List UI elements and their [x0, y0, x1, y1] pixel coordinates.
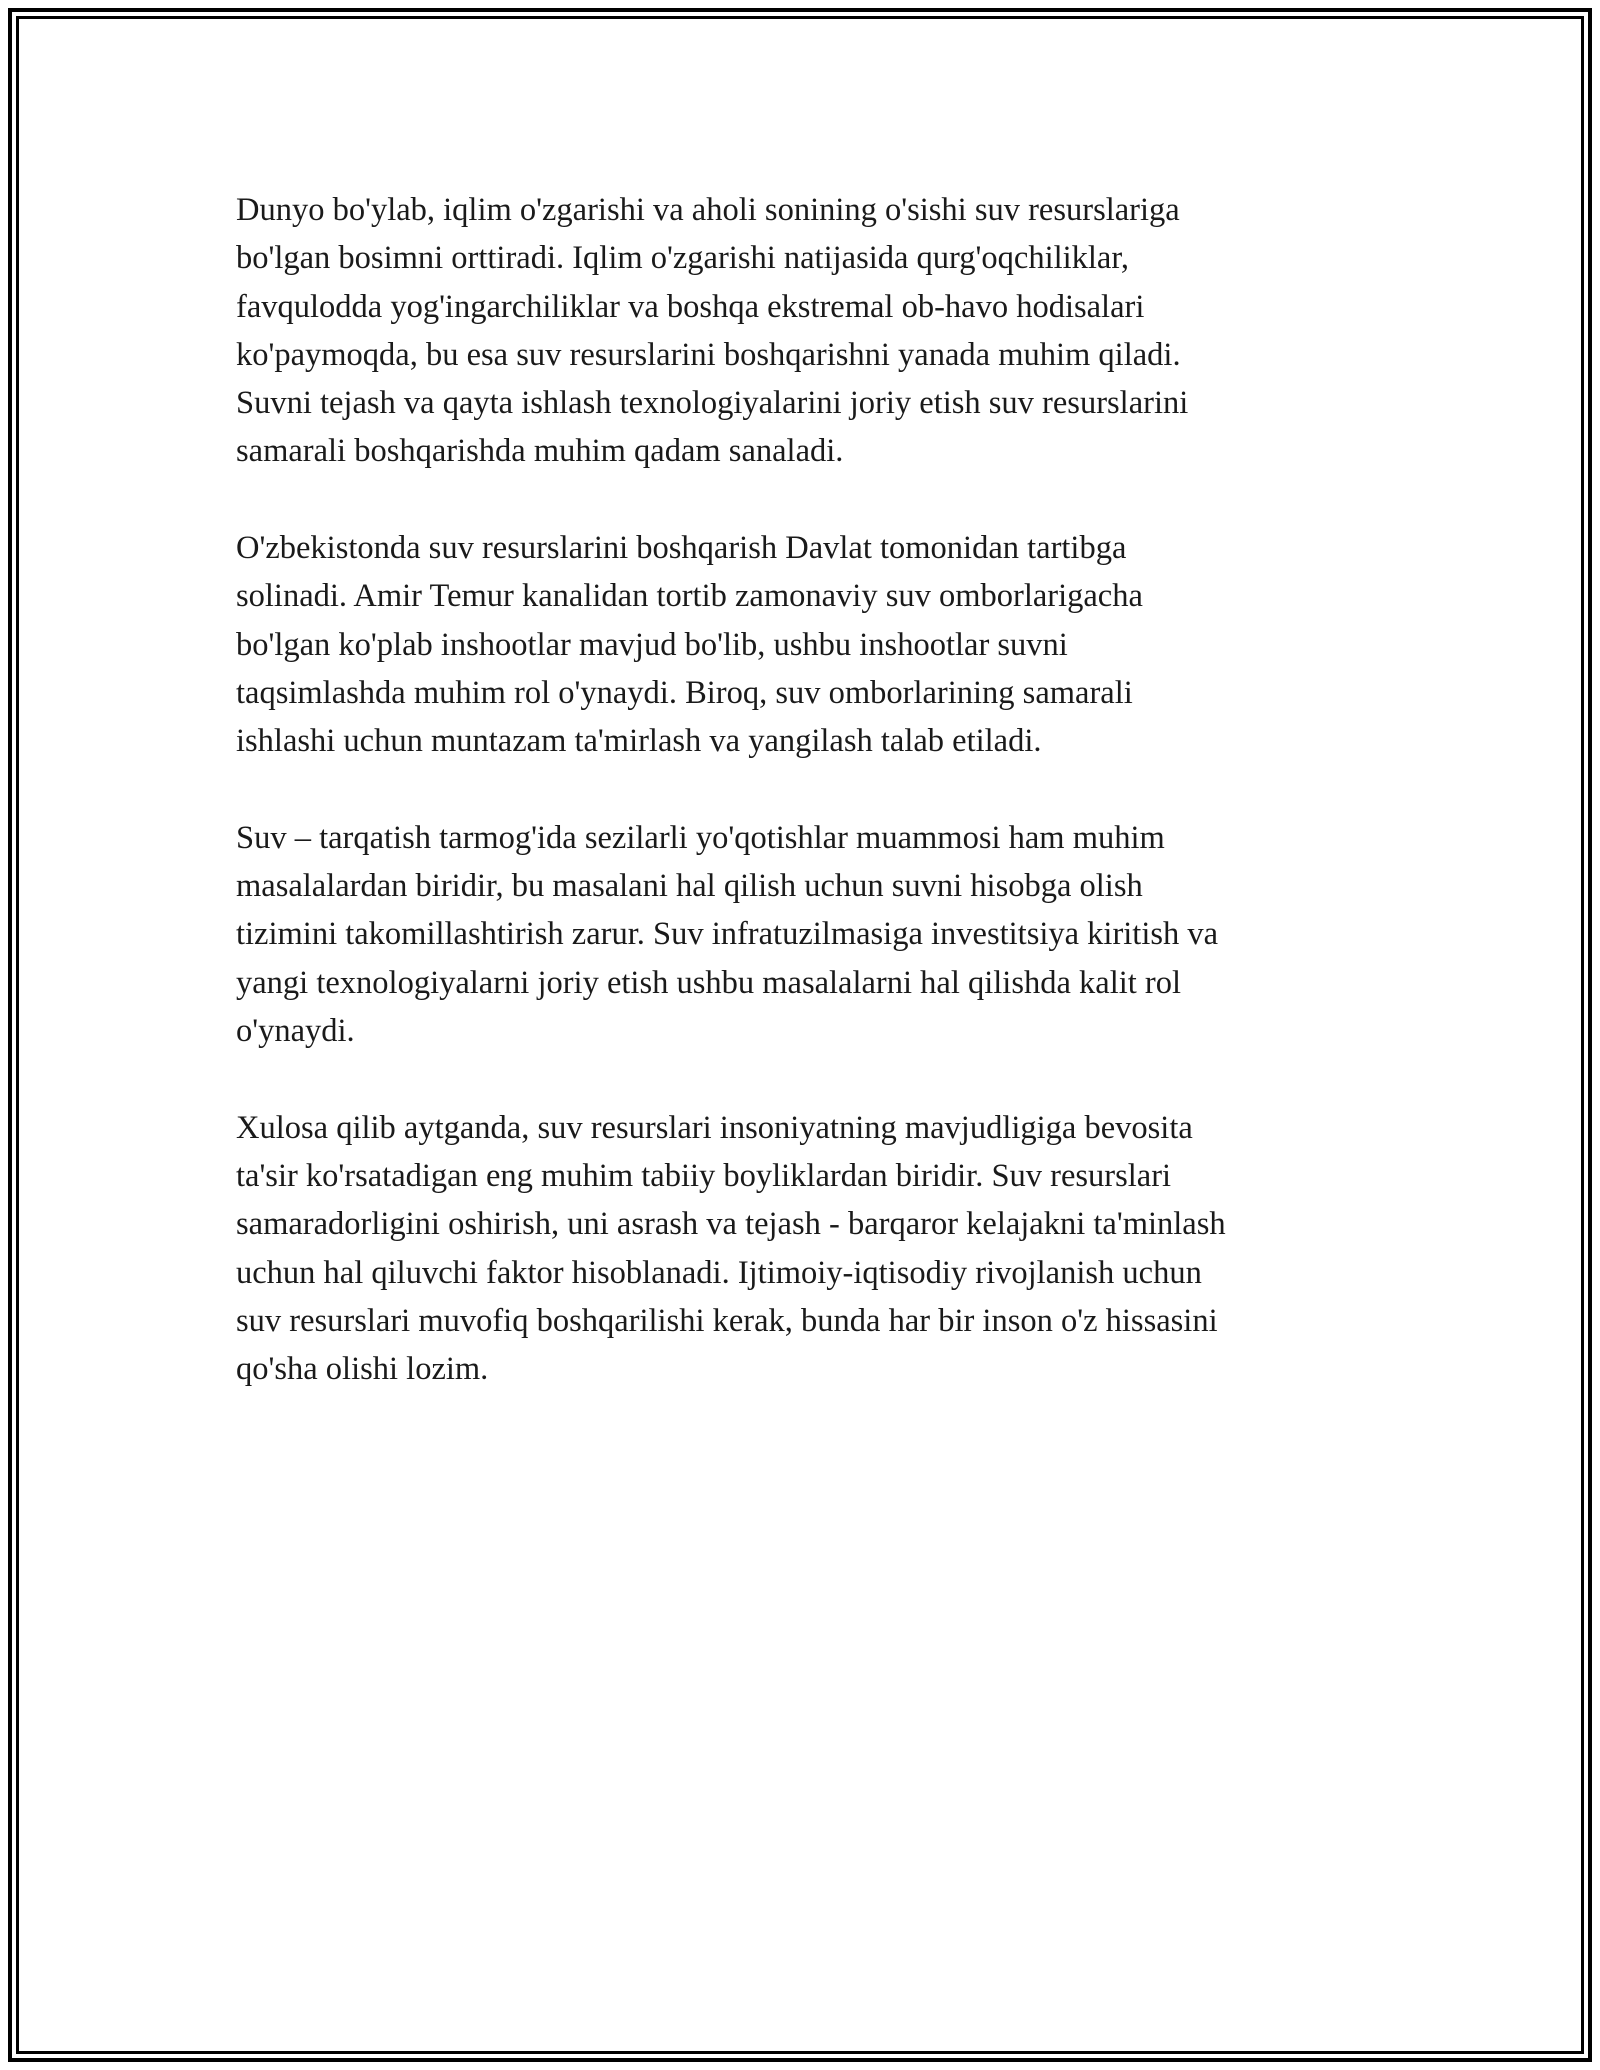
document-body	[236, 186, 1366, 1393]
text-line: uchun hal qiluvchi faktor hisoblanadi. Ijtimoiy-iqtisodiy rivojlanish uchun	[236, 1254, 1202, 1291]
paragraph-4	[236, 1104, 1366, 1394]
text-line: ko'paymoqda, bu esa suv resurslarini boshqarishni yanada muhim qiladi.	[236, 336, 1181, 373]
text-line: bo'lgan bosimni orttiradi. Iqlim o'zgarishi natijasida qurg'oqchiliklar,	[236, 240, 1130, 277]
text-line: Xulosa qilib aytganda, suv resurslari insoniyatning mavjudligiga bevosita	[236, 1109, 1193, 1146]
text-line: bo'lgan ko'plab inshootlar mavjud bo'lib, ushbu inshootlar suvni	[236, 626, 1068, 663]
text-line: favqulodda yog'ingarchiliklar va boshqa ekstremal ob-havo hodisalari	[236, 288, 1145, 325]
paragraph-1	[236, 186, 1366, 476]
paragraph-2	[236, 524, 1366, 765]
text-line: suv resurslari muvofiq boshqarilishi kerak, bunda har bir inson o'z hissasini	[236, 1302, 1218, 1339]
text-line: Suvni tejash va qayta ishlash texnologiyalarini joriy etish suv resurslarini	[236, 385, 1189, 422]
text-line: masalalardan biridir, bu masalani hal qilish uchun suvni hisobga olish	[236, 868, 1143, 905]
text-line: Dunyo bo'ylab, iqlim o'zgarishi va aholi sonining o'sishi suv resurslariga	[236, 192, 1180, 228]
text-line: ishlashi uchun muntazam ta'mirlash va yangilash talab etiladi.	[236, 723, 1042, 760]
text-line: Suv – tarqatish tarmog'ida sezilarli yo'qotishlar muammosi ham muhim	[236, 819, 1165, 856]
text-line: ta'sir ko'rsatadigan eng muhim tabiiy boyliklardan biridir. Suv resurslari	[236, 1157, 1172, 1194]
text-line: samarali boshqarishda muhim qadam sanaladi.	[236, 433, 844, 470]
text-line: samaradorligini oshirish, uni asrash va tejash - barqaror kelajakni ta'minlash	[236, 1206, 1226, 1243]
text-line: qo'sha olishi lozim.	[236, 1351, 489, 1388]
text-line: solinadi. Amir Temur kanalidan tortib zamonaviy suv omborlarigacha	[236, 578, 1143, 615]
text-line: yangi texnologiyalarni joriy etish ushbu masalalarni hal qilishda kalit rol	[236, 964, 1182, 1001]
paragraph-3	[236, 814, 1366, 1055]
text-line: O'zbekistonda suv resurslarini boshqarish Davlat tomonidan tartibga	[236, 530, 1127, 567]
text-line: o'ynaydi.	[236, 1013, 355, 1050]
text-line: tizimini takomillashtirish zarur. Suv infratuzilmasiga investitsiya kiritish va	[236, 916, 1219, 953]
text-line: taqsimlashda muhim rol o'ynaydi. Biroq, suv omborlarining samarali	[236, 674, 1133, 711]
